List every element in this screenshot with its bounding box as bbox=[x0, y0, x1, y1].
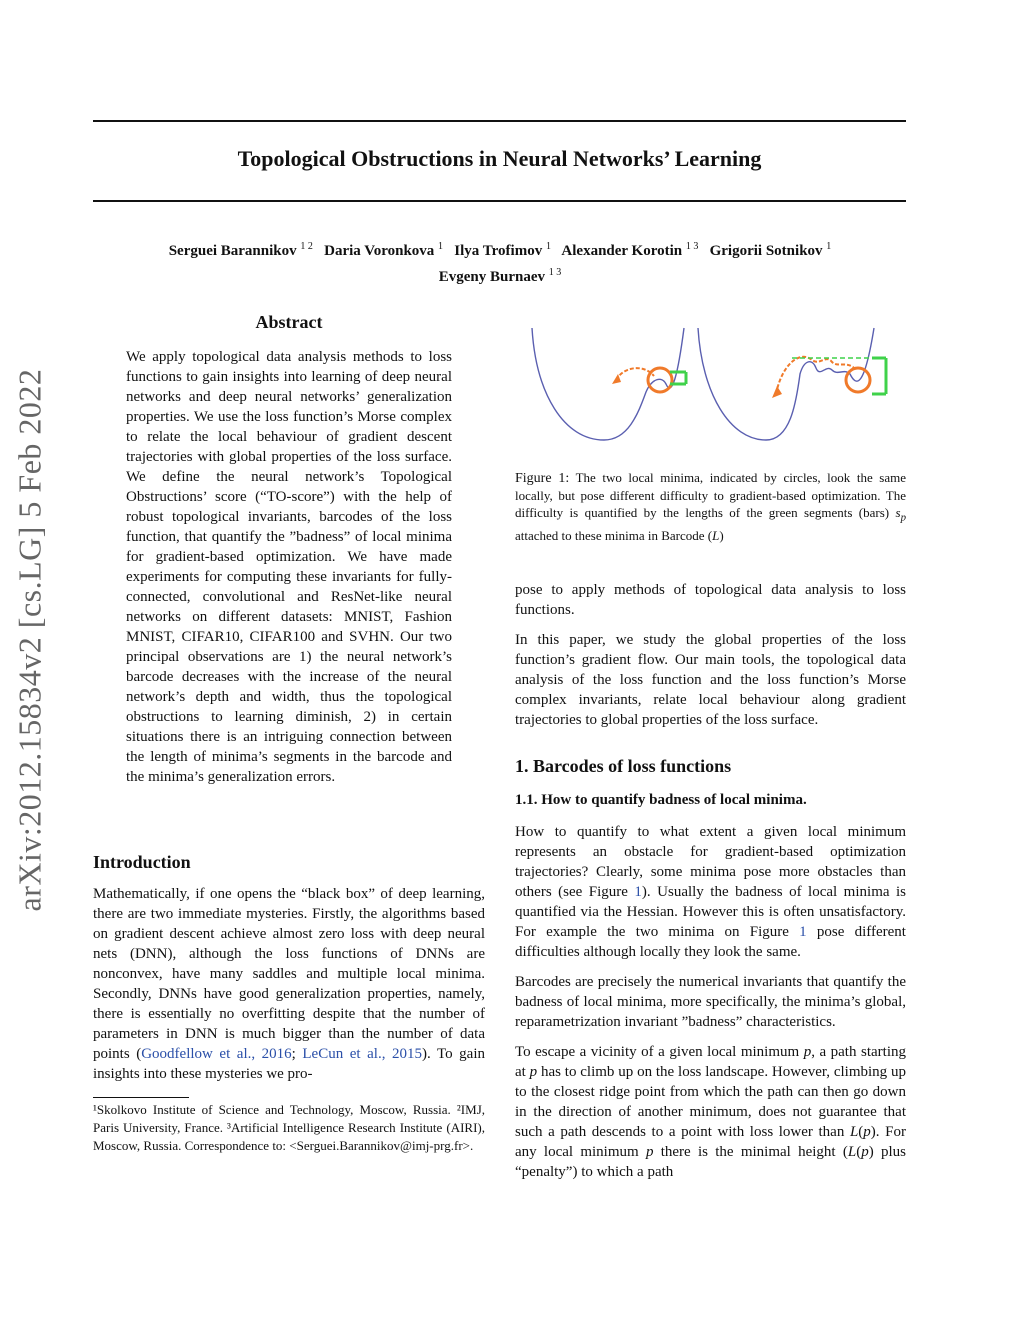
affiliations-footnote: ¹Skolkovo Institute of Science and Technology, Moscow, Russia. ²IMJ, Paris University, France. ³Artificial Intelligence Research Institute (AIRI), Moscow, Russia. Correspondence to: <Serguei.Barannikov@imj-prg.fr>. bbox=[93, 1102, 485, 1153]
figure-1 bbox=[520, 324, 900, 448]
figure-1-illustration bbox=[520, 324, 900, 448]
figure-label: Figure 1: bbox=[515, 471, 570, 486]
citation-link[interactable]: LeCun et al., 2015 bbox=[302, 1046, 422, 1062]
arxiv-identifier: arXiv:2012.15834v2 [cs.LG] 5 Feb 2022 bbox=[11, 368, 48, 912]
figure-reference-link[interactable]: 1 bbox=[634, 884, 642, 900]
abstract-heading: Abstract bbox=[255, 312, 323, 332]
gradient-path-right-arrow bbox=[772, 386, 782, 398]
introduction-paragraph: Mathematically, if one opens the “black box” of deep learning, there are two immediate mysteries. Firstly, the algorithms based on gradient descent achieve almost zero loss with deep neural nets (DNN), although the loss functions of DNNs are nonconvex, have many saddles and multiple local minima. Secondly, DNNs have good generalization properties, namely, there is essentially no overfitting despite that the number of parameters in DNN is much bigger than the number of data points (Goodfellow et al., 2016; LeCun et al., 2015). To gain insights into these mysteries we pro- bbox=[93, 886, 485, 1082]
gradient-path-left-arrow bbox=[612, 374, 621, 384]
gradient-path-right bbox=[776, 357, 856, 394]
author: Alexander Korotin $^{1 3}$ bbox=[561, 241, 699, 259]
title-bottom-rule bbox=[93, 200, 906, 202]
author-list bbox=[120, 236, 880, 288]
arxiv-sidebar bbox=[8, 340, 52, 940]
barcode-bar-right-solid bbox=[872, 358, 886, 394]
author: Evgeny Burnaev $^{1 3}$ bbox=[438, 267, 562, 285]
author-line-2 bbox=[120, 262, 880, 288]
paper-title: Topological Obstructions in Neural Networks’ Learning bbox=[237, 146, 762, 171]
author: Daria Voronkova $^1$ bbox=[324, 241, 444, 259]
section-heading: 1. Barcodes of loss functions bbox=[515, 756, 732, 776]
paragraph: How to quantify to what extent a given local minimum represents an obstacle for gradient-based optimization trajectories? Clearly, some minima pose more obstacles than others (see Figure 1). Usually the badness of local minima is quantified via the Hessian. However this is often unsatisfactory. For example the two minima on Figure 1 pose different difficulties although locally they look the same. bbox=[515, 824, 907, 960]
author: Serguei Barannikov $^{1 2}$ bbox=[168, 241, 313, 259]
introduction-heading: Introduction bbox=[93, 852, 191, 872]
paragraph: In this paper, we study the global properties of the loss function’s gradient flow. Our main tools, the topological data analysis of the loss function and the loss function’s Morse complex invariants, relate local behaviour along gradient trajectories to global properties of the loss surface. bbox=[515, 632, 906, 728]
paragraph: Barcodes are precisely the numerical invariants that quantify the badness of local minima, more specifically, the minima’s global, reparametrization invariant ”badness” characteristics. bbox=[515, 974, 906, 1030]
title-top-rule bbox=[93, 120, 906, 122]
abstract-text: We apply topological data analysis methods to loss functions to gain insights into learning of deep neural networks and deep neural networks’ generalization properties. We use the loss function’s Morse complex to relate the local behaviour of gradient descent trajectories with global properties of the loss surface. We define the neural network’s Topological Obstructions’ score (“TO-score”) with the help of robust topological invariants, barcodes of the loss function, that quantify the ”badness” of local minima for gradient-based optimization. We have made experiments for computing these invariants for fully-connected, convolutional and ResNet-like neural networks on different datasets: MNIST, Fashion MNIST, CIFAR10, CIFAR100 and SVHN. Our two principal observations are 1) the neural network’s barcode decreases with the increase of the neural network’s depth and width, thus the topological obstructions to learning diminish, 2) in certain situations there is an intriguing connection between the length of minima’s segments in the barcode and the minima’s generalization errors. bbox=[126, 349, 452, 785]
local-minimum-circle-right bbox=[846, 368, 870, 392]
local-minimum-circle-left bbox=[648, 368, 672, 392]
paragraph: pose to apply methods of topological data analysis to loss functions. bbox=[515, 582, 906, 618]
introduction-section bbox=[93, 852, 485, 1084]
figure-reference-link[interactable]: 1 bbox=[799, 924, 807, 940]
author: Ilya Trofimov $^1$ bbox=[454, 241, 551, 259]
citation-link[interactable]: Goodfellow et al., 2016 bbox=[141, 1046, 292, 1062]
subsection-heading: 1.1. How to quantify badness of local minima. bbox=[515, 792, 807, 808]
right-column bbox=[515, 580, 906, 1182]
loss-curve-left bbox=[532, 328, 684, 440]
paragraph: To escape a vicinity of a given local minimum p, a path starting at p has to climb up on the loss landscape. However, climbing up to the closest ridge point from which the path can then go down in the direction of another minimum, does not guarantee that such a path descends to a point with loss lower than L(p). For any local minimum p there is the minimal height (L(p) plus “penalty”) to which a path bbox=[515, 1044, 906, 1180]
footnote-rule bbox=[93, 1097, 189, 1098]
author-line-1 bbox=[120, 236, 880, 262]
figure-1-caption: Figure 1: The two local minima, indicated by circles, look the same locally, but pose different difficulty to gradient-based optimization. The difficulty is quantified by the lengths of the green segments (bars) $s_p$ attached to these minima in Barcode (L) bbox=[515, 470, 906, 543]
author: Grigorii Sotnikov $^1$ bbox=[709, 241, 832, 259]
